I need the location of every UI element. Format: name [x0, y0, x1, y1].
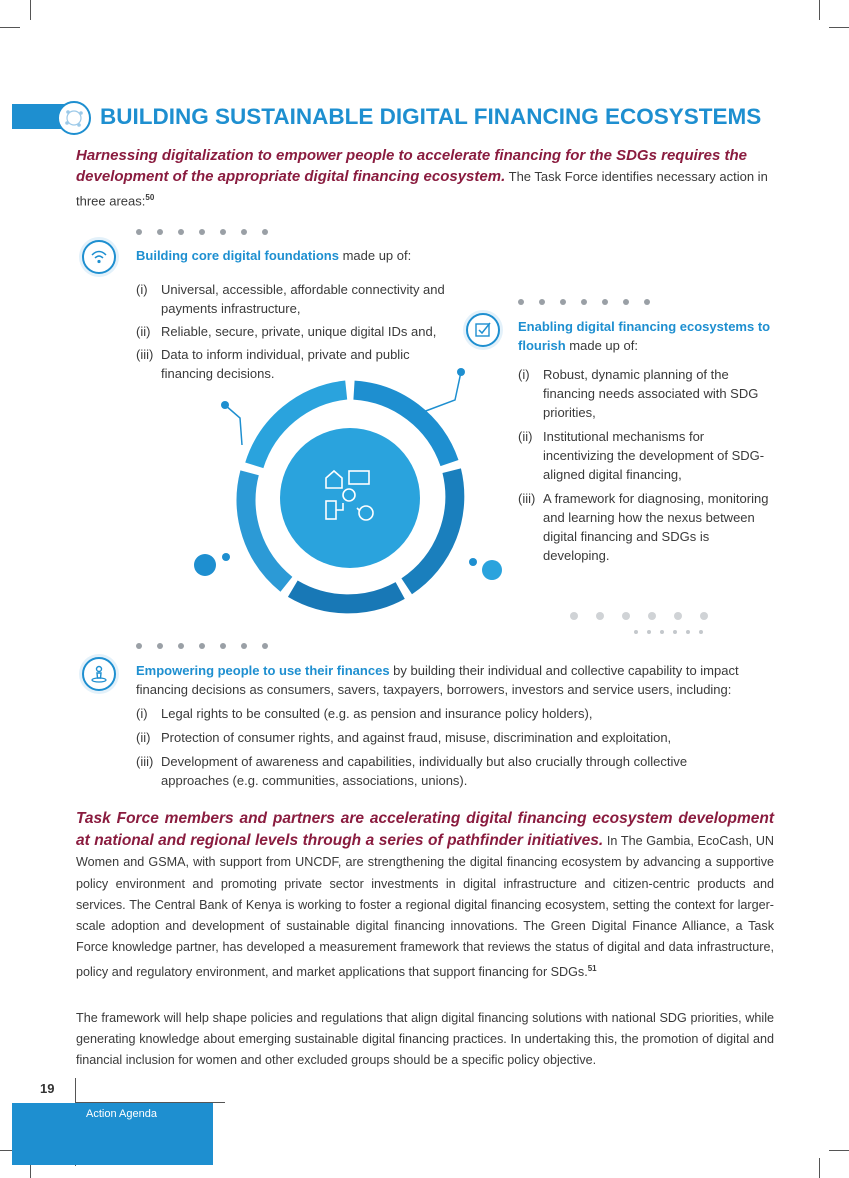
- footnote-ref: 51: [587, 964, 597, 974]
- list-item: (ii) Reliable, secure, private, unique digital IDs and,: [136, 324, 437, 339]
- checklist-icon: [466, 313, 500, 347]
- list-item: (i) Universal, accessible, affordable connectivity and payments infrastructure,: [136, 282, 445, 316]
- body-paragraph: Task Force members and partners are accelerating digital financing ecosystem development at national and regional levels through a series of pathfinder initiatives. In The Gambia, EcoCash, UN Women and GSMA, with support from UNCDF, are strengthening the digital financing ecosystem by advancing a supportive policy environment and promoting private sector investments in digital infrastructure and citizen-centric products and services. The Central Bank of Kenya is working to foster a regional digital financing ecosystem, setting the context for larger-scale adoption and development of sustainable digital financing innovations. The Green Digital Finance Alliance, a Task Force knowledge partner, has developed a measurement framework that reviews the status of digital and data infrastructure, policy and regulatory environment, and market applications that support financing for SDGs.$^{51}$: [76, 810, 775, 980]
- dot-row: [136, 229, 268, 235]
- list-item: (ii) Protection of consumer rights, and against fraud, misuse, discrimination and exploitation,: [136, 730, 672, 745]
- dot-row: [518, 299, 650, 305]
- crop-mark: [829, 1150, 849, 1151]
- list-item: (i) Legal rights to be consulted (e.g. as pension and insurance policy holders),: [136, 706, 593, 721]
- crop-mark: [30, 0, 31, 20]
- list-item: (iii) Development of awareness and capabilities, individually but also crucially through collective approaches (e.g. communities, associations, unions).: [136, 754, 688, 788]
- page-number: 19: [40, 1081, 55, 1096]
- dot-row: [634, 630, 703, 634]
- area3-heading: Empowering people to use their finances by building their individual and collective capability to impact financing decisions as consumers, savers, taxpayers, borrowers, investors and service users, including:: [136, 663, 739, 697]
- area3-list: [136, 704, 776, 790]
- area2-heading: Enabling digital financing ecosystems to flourish made up of:: [518, 319, 771, 353]
- intro-highlight: Harnessing digitalization to empower people to accelerate financing for the SDGs requires the development of the appropriate digital financing ecosystem.: [76, 147, 747, 185]
- list-item: (iii) Data to inform individual, private and public financing decisions.: [136, 347, 410, 381]
- dot-row: [136, 643, 268, 649]
- ecosystem-graphic: [185, 360, 515, 635]
- crop-mark: [819, 1158, 820, 1178]
- crop-mark: [829, 27, 849, 28]
- list-item: (ii) Institutional mechanisms for incentivizing the development of SDG-aligned digital financing,: [518, 429, 765, 482]
- footer-label: Action Agenda: [86, 1108, 157, 1120]
- person-icon: [82, 657, 116, 691]
- globe-network-icon: [57, 101, 91, 135]
- list-item: (i) Robust, dynamic planning of the financing needs associated with SDG priorities,: [518, 367, 759, 420]
- intro-text: The Task Force identifies necessary action in three areas:: [76, 169, 768, 209]
- crop-mark: [819, 0, 820, 20]
- paragraph-highlight: Task Force members and partners are accelerating digital financing ecosystem development at national and regional levels through a series of pathfinder initiatives.: [76, 810, 774, 850]
- list-item: (iii) A framework for diagnosing, monitoring and learning how the nexus between digital financing and SDGs is developing.: [518, 491, 769, 563]
- dot-row: [570, 612, 708, 620]
- area1-heading: Building core digital foundations made up of:: [136, 248, 412, 263]
- intro-paragraph: [76, 145, 776, 211]
- area2-list: [518, 365, 773, 565]
- crop-mark: [0, 27, 20, 28]
- page-title: BUILDING SUSTAINABLE DIGITAL FINANCING ECOSYSTEMS: [100, 104, 762, 129]
- footnote-ref: 50: [145, 193, 155, 202]
- wifi-icon: [82, 240, 116, 274]
- body-paragraph: The framework will help shape policies and regulations that align digital financing solutions with national SDG priorities, while generating knowledge about emerging sustainable digital financing practices. In undertaking this, the promotion of digital and financial inclusion for women and other excluded groups should be a specific policy objective.: [76, 1011, 774, 1068]
